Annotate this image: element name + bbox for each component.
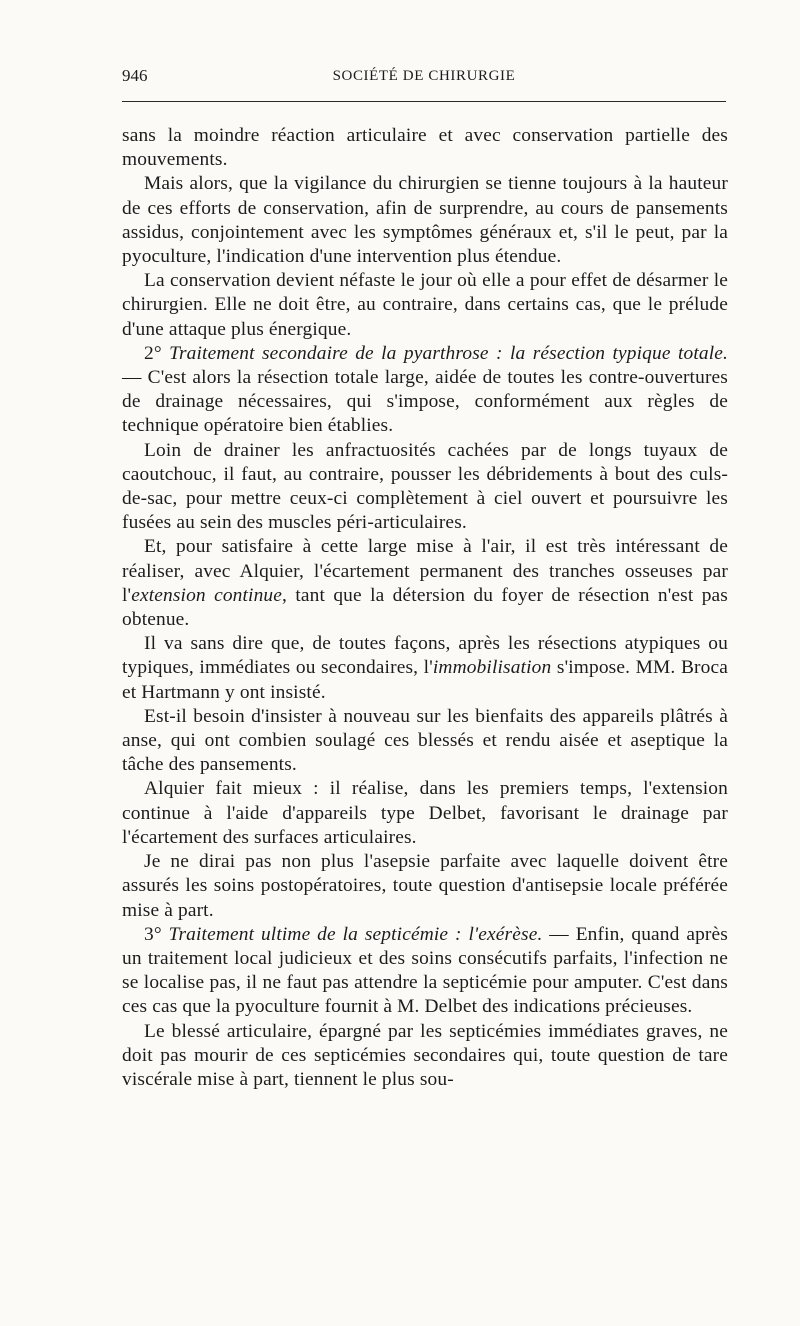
section-title-3: Traitement ultime de la septicémie : l'exérèse. bbox=[168, 923, 543, 945]
paragraph-10: Je ne dirai pas non plus l'asepsie parfaite avec laquelle doivent être assurés les soins postopératoires, toute question d'antisepsie locale préférée mise à part. bbox=[122, 851, 728, 921]
header-rule bbox=[122, 101, 726, 102]
emphasis-extension-continue: extension continue bbox=[131, 584, 283, 606]
running-title: SOCIÉTÉ DE CHIRURGIE bbox=[332, 68, 516, 84]
body-text bbox=[122, 124, 728, 1092]
paragraph-9: Alquier fait mieux : il réalise, dans les premiers temps, l'extension continue à l'aide d'appareils type Delbet, favorisant le drainage par l'écartement des surfaces articulaires. bbox=[122, 778, 728, 848]
paragraph-7: Il va sans dire que, de toutes façons, après les résections atypiques ou typiques, immédiates ou secondaires, l'immobilisation s'impose. MM. Broca et Hartmann y ont insisté. bbox=[122, 633, 728, 703]
paragraph-4-section-heading: 2° Traitement secondaire de la pyarthrose : la résection typique totale. — C'est alors la résection totale large, aidée de toutes les contre-ouvertures de drainage nécessaires, qui s'impose, conformément aux règles de technique opératoire bien établies. bbox=[122, 342, 729, 437]
paragraph-1: sans la moindre réaction articulaire et avec conservation partielle des mouvements. bbox=[122, 125, 728, 171]
paragraph-5: Loin de drainer les anfractuosités cachées par de longs tuyaux de caoutchouc, il faut, au contraire, pousser les débridements à bout des culs-de-sac, pour mettre ceux-ci complètement à ciel ouvert et poursuivre les fusées au sein des muscles péri-articulaires. bbox=[122, 439, 728, 534]
paragraph-6: Et, pour satisfaire à cette large mise à l'air, il est très intéressant de réaliser, avec Alquier, l'écartement permanent des tranches osseuses par l'extension continue, tant que la détersion du foyer de résection n'est pas obtenue. bbox=[122, 536, 729, 631]
section-title-2: Traitement secondaire de la pyarthrose : la résection typique totale. bbox=[169, 342, 729, 364]
paragraph-8: Est-il besoin d'insister à nouveau sur les bienfaits des appareils plâtrés à anse, qui ont combien soulagé ces blessés et rendu aisée et aseptique la tâche des pansements. bbox=[122, 705, 728, 776]
page-header bbox=[122, 66, 726, 94]
paragraph-2: Mais alors, que la vigilance du chirurgien se tienne toujours à la hauteur de ces efforts de conservation, afin de surprendre, au cours de pansements assidus, conjointement avec les symptômes généraux et, s'il le peut, par la pyoculture, l'indication d'une intervention plus étendue. bbox=[122, 173, 728, 268]
emphasis-immobilisation: immobilisation bbox=[432, 657, 552, 679]
paragraph-3: La conservation devient néfaste le jour où elle a pour effet de désarmer le chirurgien. Elle ne doit être, au contraire, dans certains cas, que le prélude d'une attaque plus énergique. bbox=[122, 270, 728, 340]
paragraph-11-section-heading: 3° Traitement ultime de la septicémie : l'exérèse. — Enfin, quand après un traitement local judicieux et des soins consécutifs parfaits, l'infection ne se localise pas, il ne faut pas attendre la septicémie pour amputer. C'est dans ces cas que la pyoculture fournit à M. Delbet des indications précieuses. bbox=[122, 923, 728, 1018]
paragraph-12: Le blessé articulaire, épargné par les septicémies immédiates graves, ne doit pas mourir de ces septicémies secondaires qui, toute question de tare viscérale mise à part, tiennent le plus sou- bbox=[122, 1020, 728, 1090]
page-number: 946 bbox=[122, 66, 148, 85]
